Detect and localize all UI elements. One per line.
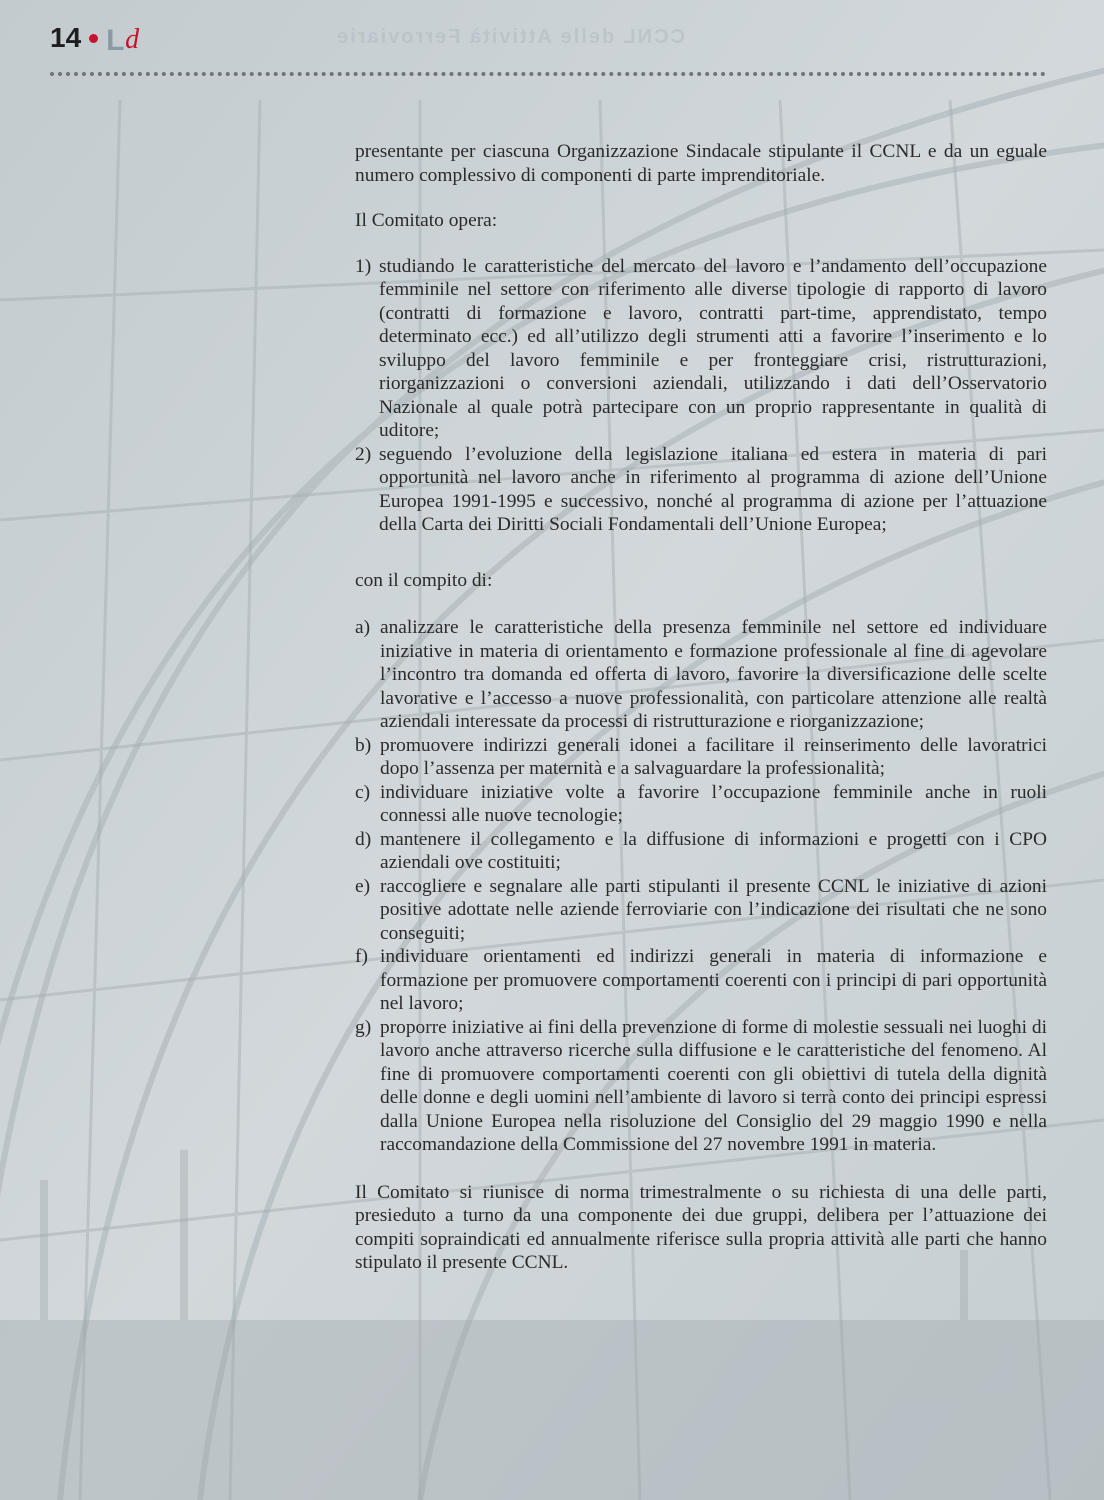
- lettered-list: [355, 616, 1047, 1157]
- logo-letter-d: d: [125, 24, 140, 55]
- page-header: [50, 18, 146, 58]
- list-marker: 2): [355, 443, 372, 465]
- red-bullet-icon: [89, 34, 98, 43]
- list-item-text: individuare iniziative volte a favorire l’occupazione femminile anche in ruoli connessi alle nuove tecnologie;: [380, 781, 1047, 826]
- list-item: [355, 875, 1047, 946]
- con-compito-heading: con il compito di:: [355, 569, 493, 591]
- numbered-list: [355, 255, 1047, 537]
- list-item-text: proporre iniziative ai fini della prevenzione di forme di molestie sessuali nei luoghi di lavoro anche attraverso ricerche sulla diffusione e le caratteristiche del fenomeno. Al fine di promuovere comportamenti coerenti con gli obiettivi di tutela della dignità delle donne e degli uomini nell’ambiente di lavoro si terrà conto dei principi espressi dalla Unione Europea nella risoluzione del Consiglio del 29 maggio 1990 e nella raccomandazione della Commissione del 27 novembre 1991 in materia.: [380, 1016, 1047, 1155]
- list-marker: a): [355, 617, 371, 638]
- list-item: [355, 945, 1047, 1016]
- list-marker: 1): [355, 255, 372, 277]
- list-item: [355, 443, 1047, 537]
- intro-paragraph: presentante per ciascuna Organizzazione Sindacale stipulante il CCNL e da un eguale numero complessivo di componenti di parte imprenditoriale.: [355, 141, 1047, 186]
- page-number: 14: [50, 22, 82, 53]
- header-dotted-rule: [50, 72, 1046, 76]
- list-item: [355, 828, 1047, 875]
- list-marker: c): [355, 781, 371, 803]
- list-item-text: studiando le caratteristiche del mercato del lavoro e l’andamento dell’occupazione femminile nel settore con riferimento alle diverse tipologie di rapporto di lavoro (contratti di formazione e lavoro, contratti part-time, apprendistato, tempo determinato ecc.) ed all’utilizzo degli strumenti atti a favorire l’inserimento e lo sviluppo del lavoro femminile e per fronteggiare crisi, ristrutturazioni, riorganizzazioni o conversioni aziendali, utilizzando i dati dell’Osservatorio Nazionale al quale potrà partecipare con un proprio rappresentante in qualità di uditore;: [379, 255, 1047, 441]
- list-item: [355, 255, 1047, 443]
- comitato-opera-heading: Il Comitato opera:: [355, 210, 498, 231]
- running-title-show-through: CCNL delle Attività Ferroviarie: [335, 26, 685, 48]
- list-item-text: raccogliere e segnalare alle parti stipulanti il presente CCNL le iniziative di azioni positive adottate nelle aziende ferroviarie con l’indicazione dei risultati che ne sono conseguiti;: [380, 875, 1047, 944]
- list-item: [355, 734, 1047, 781]
- list-marker: b): [355, 734, 372, 756]
- list-item-text: promuovere indirizzi generali idonei a facilitare il reinserimento delle lavoratrici dopo l’assenza per maternità e a salvaguardare la professionalità;: [380, 734, 1047, 779]
- list-marker: d): [355, 828, 372, 850]
- closing-paragraph: Il Comitato si riunisce di norma trimestralmente o su richiesta di una delle parti, presieduto a turno da una componente dei due gruppi, delibera per l’attuazione dei compiti sopraindicati ed annualmente riferisce sulla propria attività alle parti che hanno stipulato il presente CCNL.: [355, 1181, 1047, 1273]
- list-item-text: seguendo l’evoluzione della legislazione italiana ed estera in materia di pari opportunità nel lavoro anche in riferimento al programma di azione dell’Unione Europea 1991-1995 e successivo, nonché al programma di azione per l’attuazione della Carta dei Diritti Sociali Fondamentali dell’Unione Europea;: [379, 443, 1047, 535]
- list-item-text: mantenere il collegamento e la diffusione di informazioni e progetti con i CPO aziendali ove costituiti;: [380, 828, 1047, 873]
- list-item-text: individuare orientamenti ed indirizzi generali in materia di informazione e formazione per promuovere comportamenti coerenti con i principi di pari opportunità nel lavoro;: [380, 946, 1047, 1014]
- list-marker: e): [355, 875, 371, 897]
- list-marker: g): [355, 1016, 372, 1038]
- list-item: [355, 1016, 1047, 1157]
- list-item: [355, 781, 1047, 828]
- document-body: [355, 140, 1047, 1275]
- list-item: [355, 616, 1047, 734]
- logo-letter-l: L: [106, 24, 125, 57]
- list-item-text: analizzare le caratteristiche della presenza femminile nel settore ed individuare iniziative in materia di orientamento e formazione professionale al fine di agevolare l’incontro tra domanda ed offerta di lavoro, favorire la diversificazione delle scelte lavorative e l’accesso a nuove professionalità, con particolare attenzione alle realtà aziendali interessate da processi di ristrutturazione e riorganizzazione;: [380, 617, 1047, 732]
- ld-logo: [106, 22, 146, 57]
- list-marker: f): [355, 946, 368, 967]
